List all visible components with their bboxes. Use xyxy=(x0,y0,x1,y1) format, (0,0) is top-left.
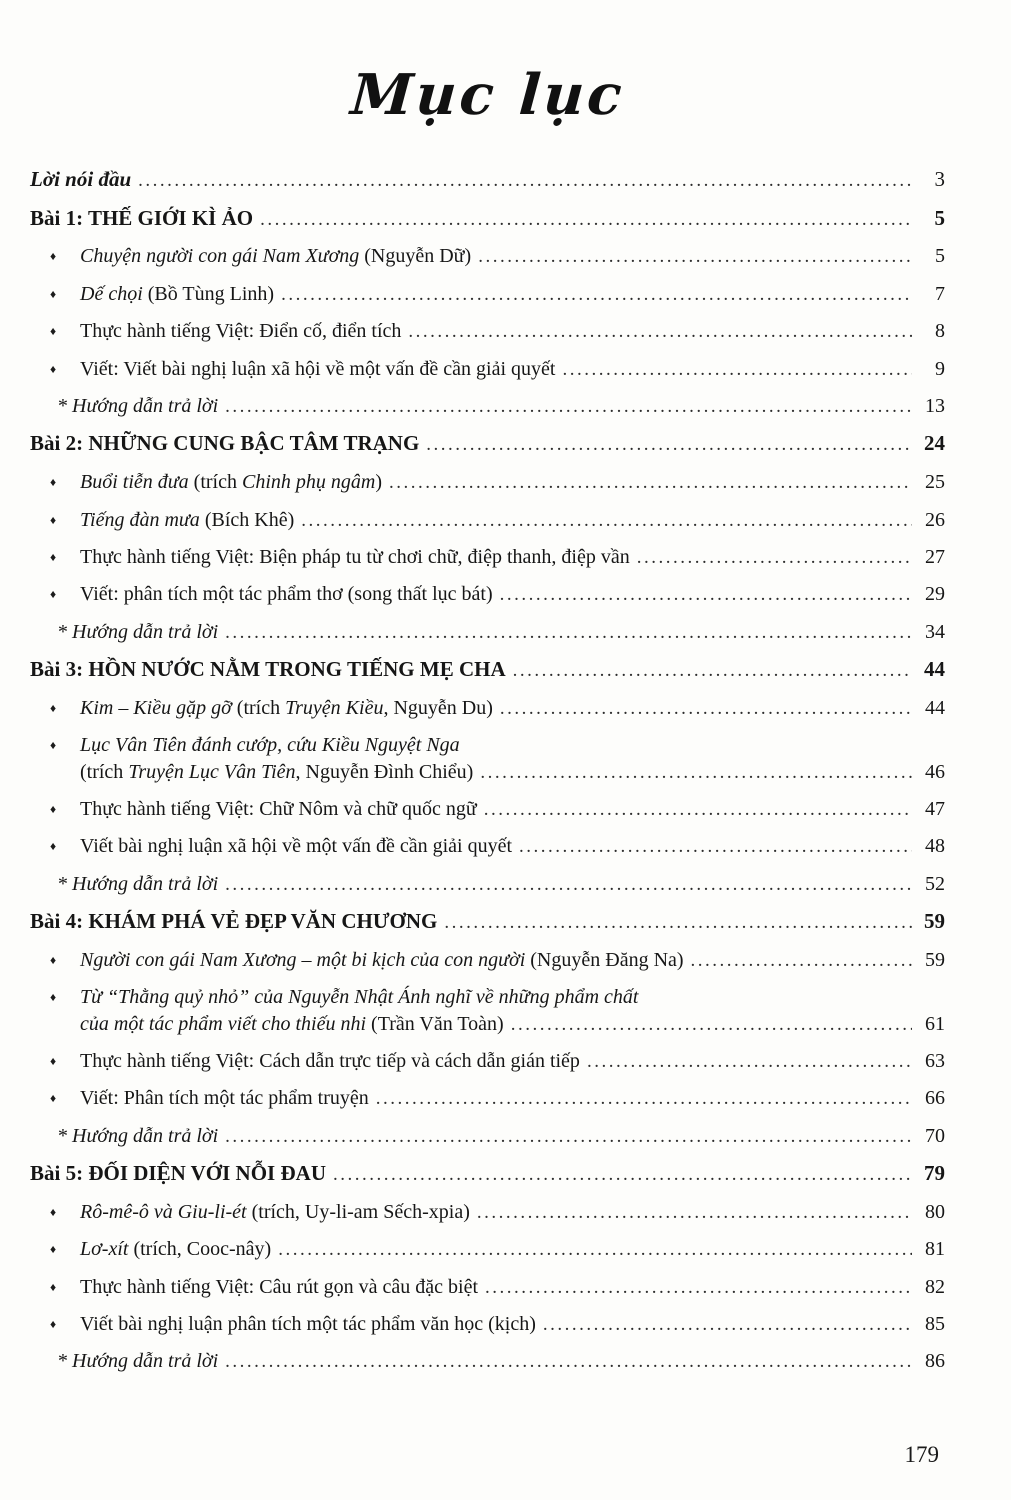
dot-leader xyxy=(225,871,912,897)
dot-leader xyxy=(281,281,912,307)
toc-entry xyxy=(30,469,945,495)
toc-entry-text: Buổi tiễn đưa (trích Chinh phụ ngâm) xyxy=(80,471,382,494)
dot-leader xyxy=(225,619,912,645)
dot-leader xyxy=(513,656,912,684)
toc-entry-page: 79 xyxy=(924,1161,945,1186)
toc-entry-page: 27 xyxy=(925,545,945,568)
toc-entry-page: 9 xyxy=(935,357,945,380)
toc-entry-text: Viết bài nghị luận phân tích một tác phẩm văn học (kịch) xyxy=(80,1313,536,1336)
dot-leader xyxy=(333,1160,912,1188)
diamond-bullet-icon: ♦ xyxy=(50,286,57,301)
toc-entry-page: 34 xyxy=(925,620,945,643)
dot-leader xyxy=(500,581,912,607)
dot-leader xyxy=(500,695,912,721)
diamond-bullet-icon: ♦ xyxy=(50,1242,57,1257)
toc-entry xyxy=(30,507,945,533)
toc-entry-page: 48 xyxy=(925,835,945,858)
toc-entry xyxy=(30,871,945,897)
toc-line xyxy=(30,544,945,570)
toc-entry xyxy=(30,984,945,1037)
toc-entry-page: 26 xyxy=(925,508,945,531)
toc-entry-page: 44 xyxy=(924,657,945,682)
toc-entry-text: Lục Vân Tiên đánh cướp, cứu Kiều Nguyệt Nga xyxy=(80,734,460,757)
toc-entry-text: Kim – Kiều gặp gỡ (trích Truyện Kiều, Nguyễn Du) xyxy=(80,696,493,719)
toc-entry-page: 66 xyxy=(925,1087,945,1110)
toc-entry xyxy=(30,1048,945,1074)
toc-entry-text: Bài 3: HỒN NƯỚC NẰM TRONG TIẾNG MẸ CHA xyxy=(30,657,506,682)
toc-entry-text: (trích Truyện Lục Vân Tiên, Nguyễn Đình Chiểu) xyxy=(80,760,474,783)
toc-entry-page: 5 xyxy=(935,245,945,268)
toc-entry-text: Chuyện người con gái Nam Xương (Nguyễn Dữ) xyxy=(80,245,472,268)
toc-line xyxy=(30,947,945,973)
toc-line xyxy=(30,243,945,269)
diamond-bullet-icon: ♦ xyxy=(50,1317,57,1332)
toc-entry-page: 8 xyxy=(935,320,945,343)
dot-leader xyxy=(225,393,912,419)
diamond-bullet-icon: ♦ xyxy=(50,475,57,490)
toc-entry-text: Lơ-xít (trích, Cooc-nây) xyxy=(80,1238,272,1261)
dot-leader xyxy=(511,1011,912,1037)
toc-line xyxy=(30,430,945,458)
toc-entry-text: Thực hành tiếng Việt: Cách dẫn trực tiếp và cách dẫn gián tiếp xyxy=(80,1050,580,1073)
diamond-bullet-icon: ♦ xyxy=(50,738,57,753)
toc-line xyxy=(30,1348,945,1374)
toc-entry-text: Người con gái Nam Xương – một bi kịch của con người (Nguyễn Đăng Na) xyxy=(80,948,684,971)
toc-entry-page: 5 xyxy=(934,205,945,230)
toc-line xyxy=(30,732,945,758)
toc-line xyxy=(30,759,945,785)
dot-leader xyxy=(260,205,912,233)
toc-entry xyxy=(30,1160,945,1188)
page-title: Mục lục xyxy=(348,62,627,128)
toc-entry-text: Viết: Viết bài nghị luận xã hội về một vấn đề cần giải quyết xyxy=(80,357,556,380)
diamond-bullet-icon: ♦ xyxy=(50,587,57,602)
dot-leader xyxy=(225,1123,912,1149)
dot-leader xyxy=(519,833,912,859)
toc-entry-text: Thực hành tiếng Việt: Điển cố, điển tích xyxy=(80,320,402,343)
folio-page-number: 179 xyxy=(904,1442,939,1467)
toc-entry-page: 80 xyxy=(925,1200,945,1223)
toc-entry-page: 85 xyxy=(925,1313,945,1336)
toc-line xyxy=(30,393,945,419)
dot-leader xyxy=(587,1048,912,1074)
toc-entry xyxy=(30,1199,945,1225)
toc-entry-page: 25 xyxy=(925,471,945,494)
diamond-bullet-icon: ♦ xyxy=(50,324,57,339)
toc-line xyxy=(30,1123,945,1149)
toc-entry-page: 63 xyxy=(925,1050,945,1073)
toc-line xyxy=(30,581,945,607)
title-block xyxy=(30,62,945,128)
toc-entry-text: Hướng dẫn trả lời xyxy=(72,395,219,417)
toc-entry-page: 61 xyxy=(925,1012,945,1035)
toc-entry-text: của một tác phẩm viết cho thiếu nhi (Trần Văn Toàn) xyxy=(80,1012,504,1035)
toc-entry-page: 13 xyxy=(925,395,945,417)
toc-entry xyxy=(30,430,945,458)
diamond-bullet-icon: ♦ xyxy=(50,1204,57,1219)
toc-line xyxy=(30,1085,945,1111)
toc-entry-page: 44 xyxy=(925,696,945,719)
diamond-bullet-icon: ♦ xyxy=(50,549,57,564)
dot-leader xyxy=(477,1199,912,1225)
toc-entry xyxy=(30,1123,945,1149)
asterisk-icon: * xyxy=(57,395,67,417)
dot-leader xyxy=(478,243,912,269)
toc-entry xyxy=(30,205,945,233)
toc-entry xyxy=(30,544,945,570)
toc-line xyxy=(30,871,945,897)
toc-entry-page: 7 xyxy=(935,282,945,305)
toc-line xyxy=(30,469,945,495)
dot-leader xyxy=(485,1274,912,1300)
toc-line xyxy=(30,166,945,194)
toc-line xyxy=(30,1311,945,1337)
diamond-bullet-icon: ♦ xyxy=(50,1279,57,1294)
asterisk-icon: * xyxy=(57,1124,67,1147)
toc-entry xyxy=(30,581,945,607)
toc-entry-page: 47 xyxy=(925,797,945,820)
toc-entry-text: Bài 1: THẾ GIỚI KÌ ẢO xyxy=(30,205,254,230)
diamond-bullet-icon: ♦ xyxy=(50,249,57,264)
toc-entry-page: 3 xyxy=(934,167,945,191)
toc-entry-text: Thực hành tiếng Việt: Chữ Nôm và chữ quốc ngữ xyxy=(80,797,477,820)
toc-line xyxy=(30,695,945,721)
dot-leader xyxy=(637,544,912,570)
toc-entry-text: Viết: phân tích một tác phẩm thơ (song thất lục bát) xyxy=(80,583,493,606)
toc-entry xyxy=(30,947,945,973)
toc-entry-page: 24 xyxy=(924,431,945,456)
toc-entry xyxy=(30,1348,945,1374)
dot-leader xyxy=(543,1311,912,1337)
toc-entry xyxy=(30,393,945,419)
toc-entry-text: Từ “Thằng quỷ nhỏ” của Nguyễn Nhật Ánh nghĩ về những phẩm chất xyxy=(80,986,639,1009)
toc-entry-page: 59 xyxy=(924,909,945,934)
toc-line xyxy=(30,318,945,344)
diamond-bullet-icon: ♦ xyxy=(50,1091,57,1106)
dot-leader xyxy=(562,356,912,382)
toc-entry xyxy=(30,1274,945,1300)
toc-line xyxy=(30,656,945,684)
toc-entry xyxy=(30,1085,945,1111)
toc-entry-page: 81 xyxy=(925,1238,945,1261)
toc-line xyxy=(30,984,945,1010)
toc-line xyxy=(30,1160,945,1188)
toc-line xyxy=(30,281,945,307)
toc-entry xyxy=(30,281,945,307)
toc-list xyxy=(30,166,945,1375)
dot-leader xyxy=(480,759,912,785)
toc-entry-text: Hướng dẫn trả lời xyxy=(72,1350,219,1373)
toc-line xyxy=(30,1199,945,1225)
toc-entry-page: 86 xyxy=(925,1350,945,1373)
dot-leader xyxy=(138,166,912,194)
dot-leader xyxy=(376,1085,912,1111)
asterisk-icon: * xyxy=(57,620,67,643)
toc-entry-page: 59 xyxy=(925,948,945,971)
toc-line xyxy=(30,619,945,645)
dot-leader xyxy=(426,430,912,458)
toc-entry xyxy=(30,908,945,936)
toc-entry-text: Hướng dẫn trả lời xyxy=(72,872,219,895)
dot-leader xyxy=(484,796,912,822)
diamond-bullet-icon: ♦ xyxy=(50,952,57,967)
toc-entry xyxy=(30,243,945,269)
diamond-bullet-icon: ♦ xyxy=(50,700,57,715)
toc-entry-text: Bài 2: NHỮNG CUNG BẬC TÂM TRẠNG xyxy=(30,431,420,456)
asterisk-icon: * xyxy=(57,1350,67,1373)
dot-leader xyxy=(691,947,912,973)
asterisk-icon: * xyxy=(57,872,67,895)
diamond-bullet-icon: ♦ xyxy=(50,839,57,854)
toc-line xyxy=(30,1048,945,1074)
toc-entry xyxy=(30,732,945,785)
toc-line xyxy=(30,507,945,533)
diamond-bullet-icon: ♦ xyxy=(50,361,57,376)
toc-entry-text: Thực hành tiếng Việt: Biện pháp tu từ chơi chữ, điệp thanh, điệp vần xyxy=(80,545,630,568)
diamond-bullet-icon: ♦ xyxy=(50,1054,57,1069)
toc-line xyxy=(30,205,945,233)
toc-entry xyxy=(30,619,945,645)
toc-entry-page: 52 xyxy=(925,872,945,895)
toc-entry-text: Dế chọi (Bồ Tùng Linh) xyxy=(80,282,275,305)
dot-leader xyxy=(444,908,912,936)
toc-entry-text: Viết bài nghị luận xã hội về một vấn đề cần giải quyết xyxy=(80,835,513,858)
toc-entry xyxy=(30,656,945,684)
toc-line xyxy=(30,833,945,859)
toc-line xyxy=(30,796,945,822)
toc-entry-text: Tiếng đàn mưa (Bích Khê) xyxy=(80,508,295,531)
toc-entry xyxy=(30,695,945,721)
toc-entry xyxy=(30,796,945,822)
toc-line xyxy=(30,908,945,936)
toc-entry xyxy=(30,1311,945,1337)
dot-leader xyxy=(278,1236,912,1262)
toc-entry-text: Lời nói đầu xyxy=(30,167,132,191)
toc-line xyxy=(30,356,945,382)
toc-entry-page: 82 xyxy=(925,1275,945,1298)
diamond-bullet-icon: ♦ xyxy=(50,512,57,527)
toc-entry xyxy=(30,166,945,194)
toc-entry xyxy=(30,318,945,344)
toc-entry-page: 29 xyxy=(925,583,945,606)
toc-line xyxy=(30,1011,945,1037)
toc-entry-text: Thực hành tiếng Việt: Câu rút gọn và câu đặc biệt xyxy=(80,1275,479,1298)
toc-entry-text: Viết: Phân tích một tác phẩm truyện xyxy=(80,1087,369,1110)
toc-line xyxy=(30,1274,945,1300)
toc-line xyxy=(30,1236,945,1262)
toc-entry xyxy=(30,356,945,382)
dot-leader xyxy=(389,469,912,495)
toc-entry xyxy=(30,1236,945,1262)
toc-entry xyxy=(30,833,945,859)
diamond-bullet-icon: ♦ xyxy=(50,990,57,1005)
toc-entry-text: Bài 5: ĐỐI DIỆN VỚI NỖI ĐAU xyxy=(30,1161,326,1186)
toc-entry-page: 70 xyxy=(925,1124,945,1147)
dot-leader xyxy=(225,1348,912,1374)
diamond-bullet-icon: ♦ xyxy=(50,801,57,816)
toc-entry-text: Bài 4: KHÁM PHÁ VẺ ĐẸP VĂN CHƯƠNG xyxy=(30,909,438,934)
toc-entry-text: Rô-mê-ô và Giu-li-ét (trích, Uy-li-am Sếch-xpia) xyxy=(80,1200,470,1223)
toc-entry-page: 46 xyxy=(925,760,945,783)
toc-entry-text: Hướng dẫn trả lời xyxy=(72,1124,219,1147)
dot-leader xyxy=(408,318,912,344)
dot-leader xyxy=(301,507,912,533)
toc-entry-text: Hướng dẫn trả lời xyxy=(72,620,219,643)
